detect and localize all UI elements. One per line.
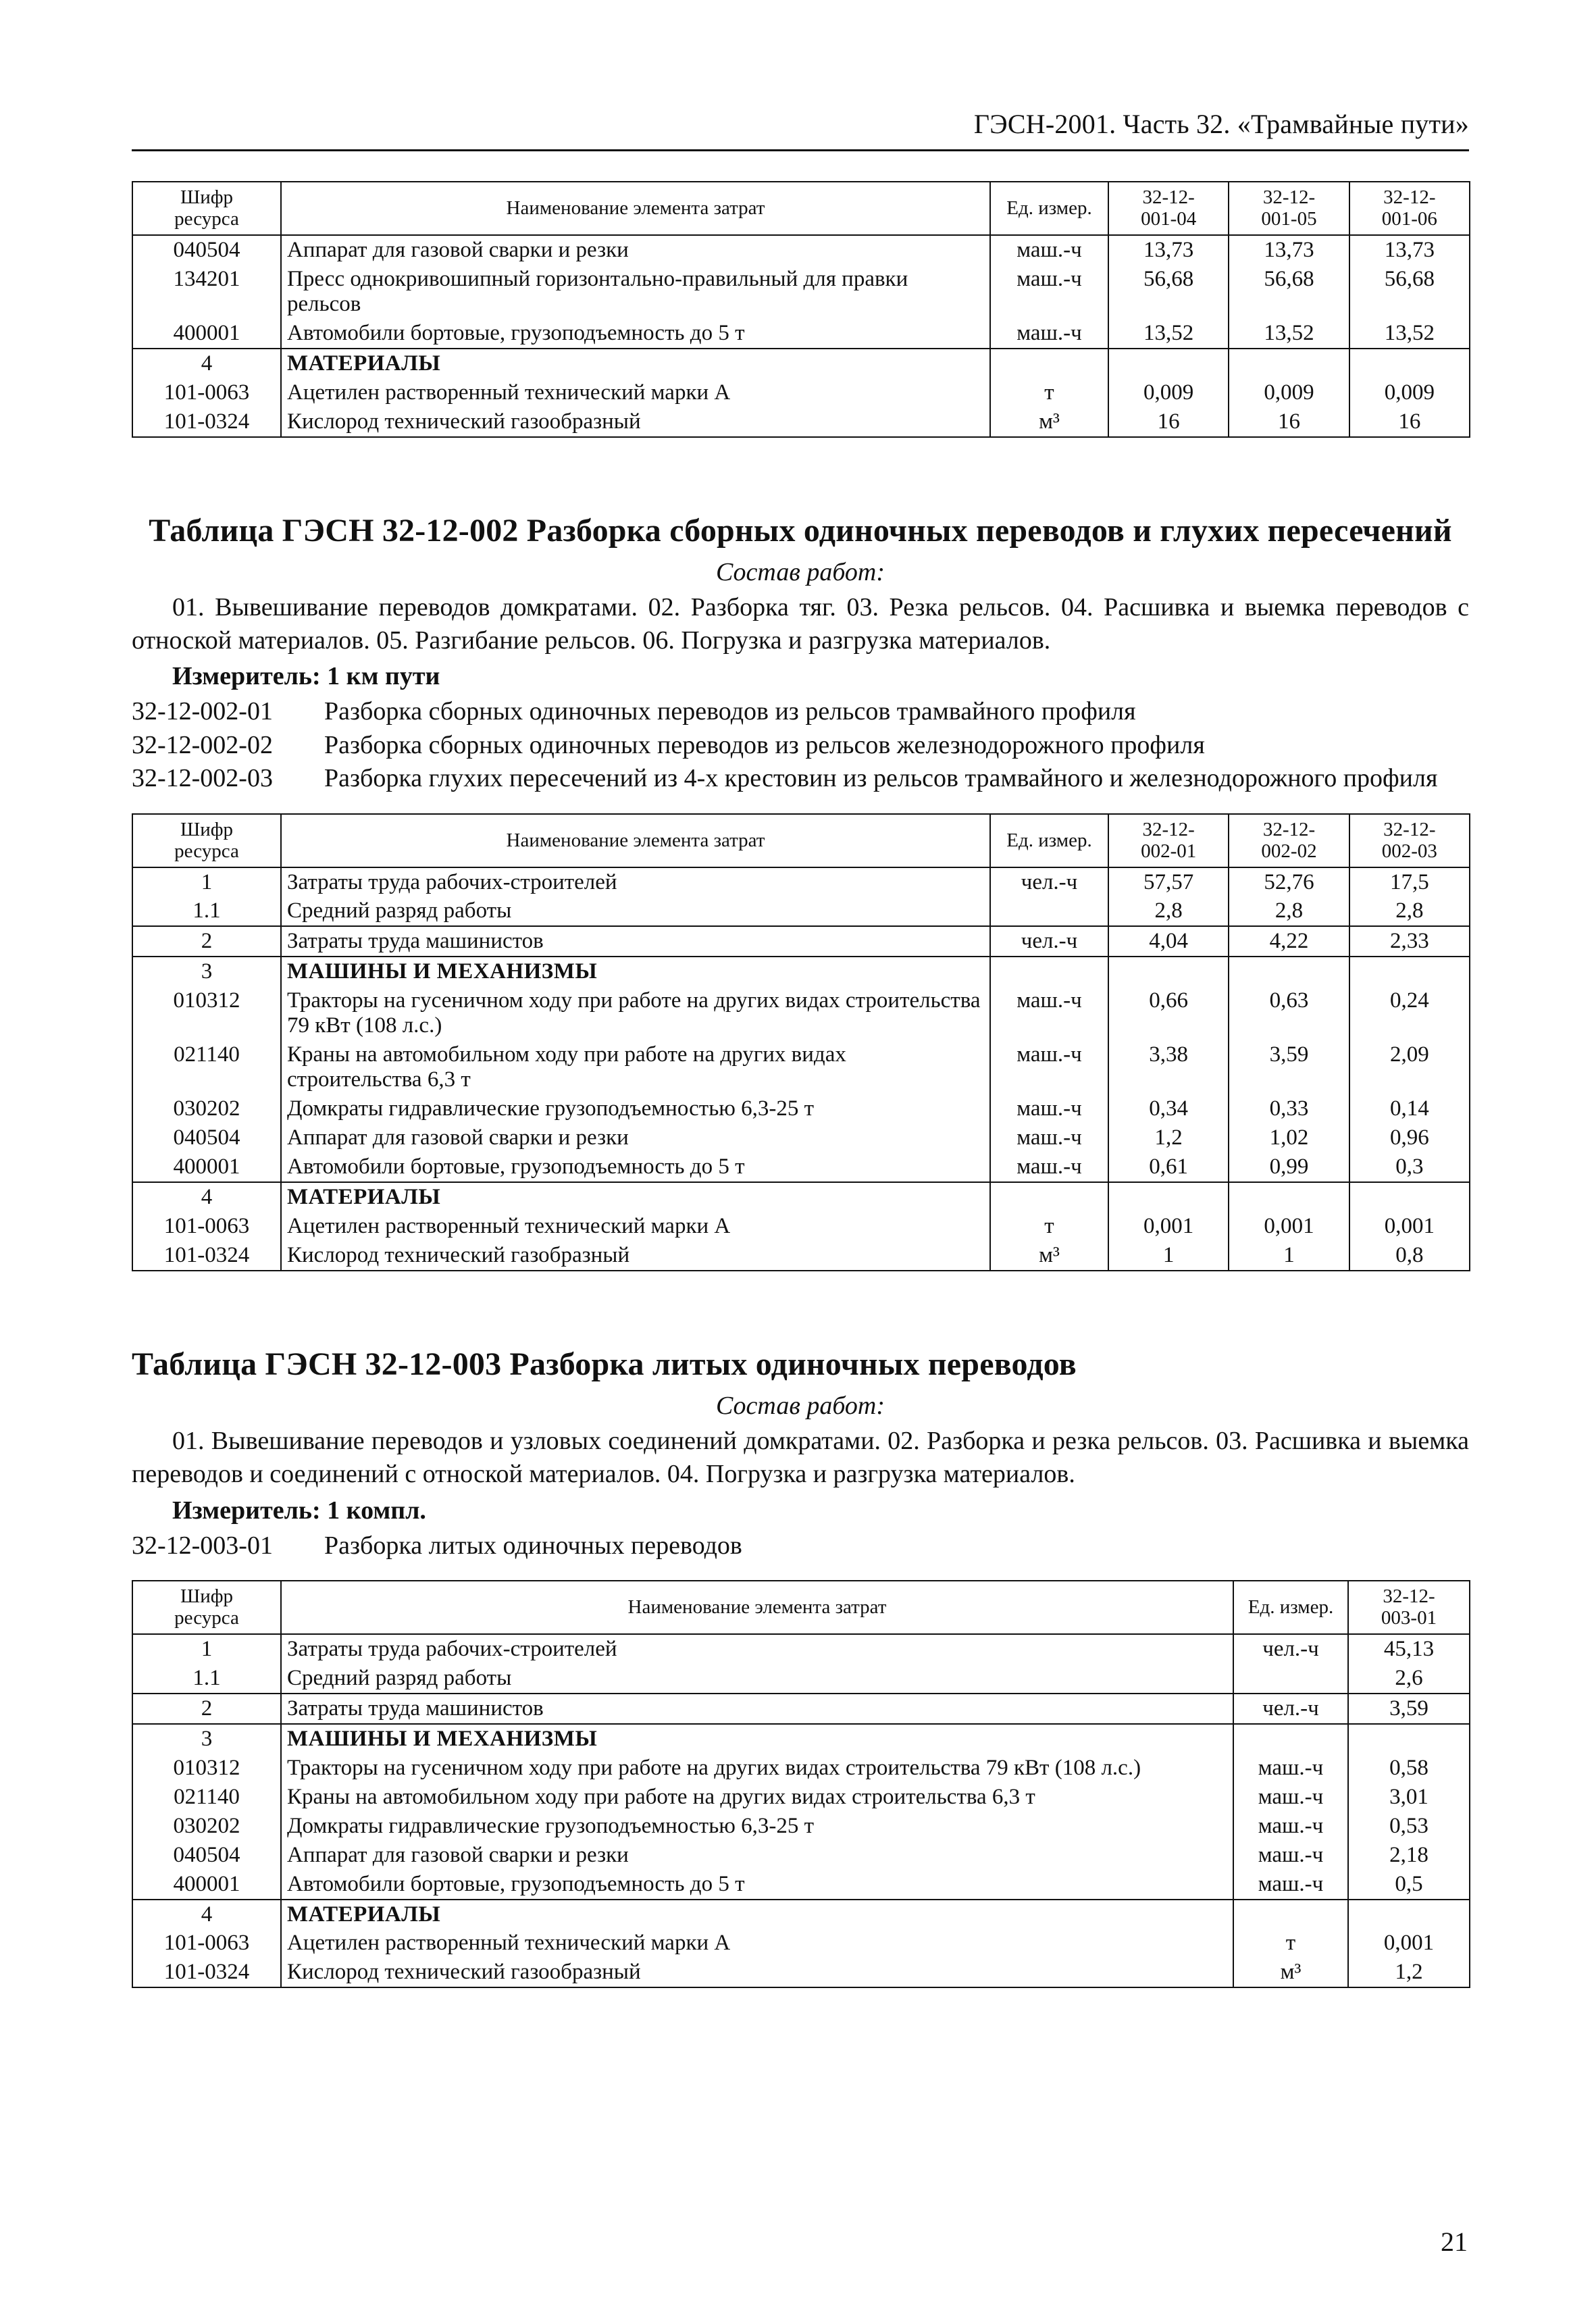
- resource-code: 4: [132, 349, 281, 378]
- cost-table-32-12-002: [132, 813, 1470, 1271]
- table-row: [132, 319, 1470, 349]
- norm-value: 2,8: [1229, 896, 1349, 926]
- section-heading: МАТЕРИАЛЫ: [281, 1182, 990, 1212]
- resource-name: Средний разряд работы: [281, 1664, 1233, 1694]
- variant-list: [132, 1529, 1469, 1562]
- col-header-norm: 32-12- 001-04: [1108, 182, 1229, 235]
- unit: маш.-ч: [990, 235, 1108, 265]
- resource-code: 030202: [132, 1812, 281, 1841]
- section-heading: МАШИНЫ И МЕХАНИЗМЫ: [281, 1724, 1233, 1754]
- resource-name: Ацетилен растворенный технический марки А: [281, 378, 990, 407]
- resource-code: 101-0063: [132, 1929, 281, 1958]
- variant-list: [132, 695, 1469, 795]
- col-header-code: Шифр ресурса: [132, 814, 281, 867]
- resource-code: 134201: [132, 265, 281, 319]
- norm-value: 0,58: [1348, 1754, 1470, 1783]
- col-header-unit: Ед. измер.: [990, 814, 1108, 867]
- unit: [990, 349, 1108, 378]
- resource-name: Тракторы на гусеничном ходу при работе на других видах строительства 79 кВт (108 л.с.): [281, 1754, 1233, 1783]
- norm-value: 13,73: [1349, 235, 1470, 265]
- section-heading: МАШИНЫ И МЕХАНИЗМЫ: [281, 957, 990, 986]
- table-row: [132, 235, 1470, 265]
- page-number: 21: [1441, 2227, 1468, 2257]
- norm-value: 0,53: [1348, 1812, 1470, 1841]
- unit: м³: [990, 1241, 1108, 1271]
- composition-text: 01. Вывешивание переводов домкратами. 02. Разборка тяг. 03. Резка рельсов. 04. Расшивка и выемка переводов с отноской материалов. 05. Разгибание рельсов. 06. Погрузка и разгрузка материалов.: [132, 592, 1469, 655]
- resource-code: 4: [132, 1182, 281, 1212]
- measure-unit: Измеритель: 1 компл.: [172, 1496, 426, 1525]
- unit: маш.-ч: [990, 1152, 1108, 1182]
- unit: маш.-ч: [990, 986, 1108, 1040]
- resource-code: 021140: [132, 1783, 281, 1812]
- norm-value: [1349, 1182, 1470, 1212]
- unit: маш.-ч: [1233, 1754, 1348, 1783]
- table-row: [132, 1152, 1470, 1182]
- norm-value: 0,14: [1349, 1094, 1470, 1123]
- col-header-unit: Ед. измер.: [1233, 1581, 1348, 1634]
- variant-item: [132, 762, 1469, 795]
- norm-value: 0,61: [1108, 1152, 1229, 1182]
- section-heading: МАТЕРИАЛЫ: [281, 349, 990, 378]
- unit: чел.-ч: [1233, 1634, 1348, 1664]
- unit: т: [1233, 1929, 1348, 1958]
- unit: маш.-ч: [990, 319, 1108, 349]
- resource-name: Ацетилен растворенный технический марки А: [281, 1929, 1233, 1958]
- resource-code: 1.1: [132, 896, 281, 926]
- table-row: [132, 265, 1470, 319]
- col-header-norm: 32-12- 002-01: [1108, 814, 1229, 867]
- running-header: ГЭСН-2001. Часть 32. «Трамвайные пути»: [132, 108, 1469, 151]
- resource-code: 1.1: [132, 1664, 281, 1694]
- table-row: [132, 1040, 1470, 1094]
- norm-value: 0,96: [1349, 1123, 1470, 1152]
- resource-name: Ацетилен растворенный технический марки А: [281, 1212, 990, 1241]
- resource-name: Краны на автомобильном ходу при работе на других видах строительства 6,3 т: [281, 1040, 990, 1094]
- unit: чел.-ч: [990, 926, 1108, 957]
- norm-value: 4,04: [1108, 926, 1229, 957]
- resource-name: Аппарат для газовой сварки и резки: [281, 1841, 1233, 1870]
- unit: маш.-ч: [990, 265, 1108, 319]
- norm-value: [1229, 957, 1349, 986]
- unit: [990, 896, 1108, 926]
- norm-value: [1348, 1900, 1470, 1929]
- composition-heading: Состав работ:: [715, 1391, 885, 1420]
- table-row: [132, 1754, 1470, 1783]
- resource-code: 3: [132, 1724, 281, 1754]
- col-header-norm: 32-12- 002-02: [1229, 814, 1349, 867]
- norm-value: 2,8: [1108, 896, 1229, 926]
- unit: маш.-ч: [1233, 1870, 1348, 1900]
- variant-text: Разборка сборных одиночных переводов из рельсов трамвайного профиля: [324, 697, 1136, 726]
- table-row: [132, 1212, 1470, 1241]
- norm-value: 0,009: [1349, 378, 1470, 407]
- table-row: [132, 1182, 1470, 1212]
- norm-value: 16: [1108, 407, 1229, 437]
- norm-value: 4,22: [1229, 926, 1349, 957]
- col-header-norm: 32-12- 003-01: [1348, 1581, 1470, 1634]
- unit: [1233, 1664, 1348, 1694]
- norm-value: 16: [1349, 407, 1470, 437]
- norm-value: 1: [1229, 1241, 1349, 1271]
- unit: [1233, 1724, 1348, 1754]
- col-header-norm: 32-12- 001-06: [1349, 182, 1470, 235]
- norm-value: 0,34: [1108, 1094, 1229, 1123]
- norm-value: 13,52: [1229, 319, 1349, 349]
- col-header-code: Шифр ресурса: [132, 1581, 281, 1634]
- norm-value: 0,33: [1229, 1094, 1349, 1123]
- resource-name: Затраты труда машинистов: [281, 1694, 1233, 1724]
- unit: м³: [990, 407, 1108, 437]
- section-32-12-002: [132, 512, 1469, 1271]
- unit: маш.-ч: [990, 1040, 1108, 1094]
- unit: т: [990, 1212, 1108, 1241]
- resource-name: Кислород технический газобразный: [281, 1241, 990, 1271]
- norm-value: 0,63: [1229, 986, 1349, 1040]
- norm-value: [1229, 1182, 1349, 1212]
- norm-value: 2,09: [1349, 1040, 1470, 1094]
- norm-value: 2,18: [1348, 1841, 1470, 1870]
- table-row: [132, 1870, 1470, 1900]
- table-row: [132, 1241, 1470, 1271]
- norm-value: 1,2: [1108, 1123, 1229, 1152]
- col-header-name: Наименование элемента затрат: [281, 182, 990, 235]
- resource-code: 1: [132, 1634, 281, 1664]
- table-row: [132, 1958, 1470, 1987]
- norm-value: 0,5: [1348, 1870, 1470, 1900]
- norm-value: 1,2: [1348, 1958, 1470, 1987]
- resource-code: 2: [132, 926, 281, 957]
- table-row: [132, 1812, 1470, 1841]
- resource-name: Домкраты гидравлические грузоподъемностью 6,3-25 т: [281, 1812, 1233, 1841]
- table-title: Таблица ГЭСН 32-12-003 Разборка литых одиночных переводов: [132, 1346, 1077, 1382]
- col-header-name: Наименование элемента затрат: [281, 1581, 1233, 1634]
- norm-value: 45,13: [1348, 1634, 1470, 1664]
- table-row: [132, 986, 1470, 1040]
- resource-code: 030202: [132, 1094, 281, 1123]
- norm-value: 3,59: [1348, 1694, 1470, 1724]
- resource-name: Пресс однокривошипный горизонтально-правильный для правки рельсов: [281, 265, 990, 319]
- resource-code: 101-0324: [132, 1958, 281, 1987]
- col-header-name: Наименование элемента затрат: [281, 814, 990, 867]
- norm-value: 1,02: [1229, 1123, 1349, 1152]
- resource-code: 101-0324: [132, 407, 281, 437]
- norm-value: 1: [1108, 1241, 1229, 1271]
- resource-name: Аппарат для газовой сварки и резки: [281, 235, 990, 265]
- norm-value: 0,009: [1108, 378, 1229, 407]
- norm-value: 57,57: [1108, 867, 1229, 897]
- section-heading: МАТЕРИАЛЫ: [281, 1900, 1233, 1929]
- unit: т: [990, 378, 1108, 407]
- variant-text: Разборка глухих пересечений из 4-х крестовин из рельсов трамвайного и железнодорожного профиля: [324, 764, 1438, 793]
- resource-code: 2: [132, 1694, 281, 1724]
- variant-item: [132, 1529, 1469, 1562]
- header-row: [132, 1581, 1470, 1634]
- unit: [1233, 1900, 1348, 1929]
- resource-code: 400001: [132, 1152, 281, 1182]
- norm-value: 0,3: [1349, 1152, 1470, 1182]
- resource-name: Автомобили бортовые, грузоподъемность до 5 т: [281, 319, 990, 349]
- resource-name: Кислород технический газообразный: [281, 407, 990, 437]
- norm-value: 2,8: [1349, 896, 1470, 926]
- resource-code: 101-0063: [132, 378, 281, 407]
- norm-value: 0,009: [1229, 378, 1349, 407]
- col-header-norm: 32-12- 002-03: [1349, 814, 1470, 867]
- norm-value: [1108, 957, 1229, 986]
- resource-name: Автомобили бортовые, грузоподъемность до 5 т: [281, 1152, 990, 1182]
- norm-value: 0,001: [1108, 1212, 1229, 1241]
- table-row: [132, 867, 1470, 897]
- resource-code: 021140: [132, 1040, 281, 1094]
- resource-code: 040504: [132, 235, 281, 265]
- norm-value: 0,8: [1349, 1241, 1470, 1271]
- resource-name: Домкраты гидравлические грузоподъемностью 6,3-25 т: [281, 1094, 990, 1123]
- variant-item: [132, 695, 1469, 728]
- variant-code: 32-12-002-03: [132, 764, 273, 793]
- table-row: [132, 1694, 1470, 1724]
- norm-value: 16: [1229, 407, 1349, 437]
- norm-value: [1349, 957, 1470, 986]
- resource-name: Краны на автомобильном ходу при работе на других видах строительства 6,3 т: [281, 1783, 1233, 1812]
- resource-code: 040504: [132, 1123, 281, 1152]
- table-row: [132, 1664, 1470, 1694]
- resource-code: 1: [132, 867, 281, 897]
- norm-value: [1229, 349, 1349, 378]
- resource-code: 4: [132, 1900, 281, 1929]
- table-row: [132, 1634, 1470, 1664]
- resource-name: Аппарат для газовой сварки и резки: [281, 1123, 990, 1152]
- norm-value: 56,68: [1349, 265, 1470, 319]
- table-row: [132, 349, 1470, 378]
- norm-value: 0,001: [1349, 1212, 1470, 1241]
- variant-code: 32-12-003-01: [132, 1531, 273, 1560]
- norm-value: 2,6: [1348, 1664, 1470, 1694]
- section-32-12-003: [132, 1346, 1469, 1989]
- table-row: [132, 1783, 1470, 1812]
- table-row: [132, 378, 1470, 407]
- resource-name: Кислород технический газообразный: [281, 1958, 1233, 1987]
- unit: [990, 957, 1108, 986]
- norm-value: 56,68: [1108, 265, 1229, 319]
- norm-value: [1108, 1182, 1229, 1212]
- norm-value: 0,24: [1349, 986, 1470, 1040]
- unit: маш.-ч: [1233, 1783, 1348, 1812]
- resource-code: 010312: [132, 1754, 281, 1783]
- col-header-norm: 32-12- 001-05: [1229, 182, 1349, 235]
- header-row: [132, 182, 1470, 235]
- norm-value: 0,99: [1229, 1152, 1349, 1182]
- variant-text: Разборка литых одиночных переводов: [324, 1531, 742, 1560]
- cost-table-32-12-001: [132, 181, 1470, 438]
- norm-value: 3,01: [1348, 1783, 1470, 1812]
- col-header-unit: Ед. измер.: [990, 182, 1108, 235]
- resource-code: 3: [132, 957, 281, 986]
- norm-value: 0,001: [1348, 1929, 1470, 1958]
- variant-code: 32-12-002-02: [132, 730, 273, 759]
- norm-value: 13,52: [1108, 319, 1229, 349]
- measure-unit: Измеритель: 1 км пути: [172, 662, 440, 691]
- resource-code: 040504: [132, 1841, 281, 1870]
- table-row: [132, 957, 1470, 986]
- norm-value: 3,38: [1108, 1040, 1229, 1094]
- document-page: [132, 108, 1469, 1988]
- resource-name: Затраты труда рабочих-строителей: [281, 867, 990, 897]
- resource-name: Средний разряд работы: [281, 896, 990, 926]
- table-row: [132, 1929, 1470, 1958]
- table-row: [132, 896, 1470, 926]
- table-row: [132, 1094, 1470, 1123]
- resource-name: Затраты труда рабочих-строителей: [281, 1634, 1233, 1664]
- norm-value: 13,73: [1108, 235, 1229, 265]
- unit: маш.-ч: [1233, 1812, 1348, 1841]
- norm-value: 56,68: [1229, 265, 1349, 319]
- resource-code: 101-0324: [132, 1241, 281, 1271]
- unit: чел.-ч: [990, 867, 1108, 897]
- resource-name: Затраты труда машинистов: [281, 926, 990, 957]
- unit: м³: [1233, 1958, 1348, 1987]
- norm-value: [1349, 349, 1470, 378]
- norm-value: 52,76: [1229, 867, 1349, 897]
- header-row: [132, 814, 1470, 867]
- variant-item: [132, 729, 1469, 762]
- norm-value: 0,66: [1108, 986, 1229, 1040]
- resource-code: 010312: [132, 986, 281, 1040]
- norm-value: [1108, 349, 1229, 378]
- norm-value: 13,73: [1229, 235, 1349, 265]
- unit: [990, 1182, 1108, 1212]
- resource-name: Автомобили бортовые, грузоподъемность до 5 т: [281, 1870, 1233, 1900]
- unit: чел.-ч: [1233, 1694, 1348, 1724]
- composition-text: 01. Вывешивание переводов и узловых соединений домкратами. 02. Разборка и резка рельсов. 03. Расшивка и выемка переводов и соединений с отноской материалов. 04. Погрузка и разгрузка материалов.: [132, 1426, 1469, 1489]
- norm-value: [1348, 1724, 1470, 1754]
- variant-code: 32-12-002-01: [132, 697, 273, 726]
- table-row: [132, 1123, 1470, 1152]
- col-header-code: Шифр ресурса: [132, 182, 281, 235]
- resource-code: 400001: [132, 1870, 281, 1900]
- table-row: [132, 926, 1470, 957]
- variant-text: Разборка сборных одиночных переводов из рельсов железнодорожного профиля: [324, 730, 1205, 759]
- cost-table-32-12-003: [132, 1580, 1470, 1988]
- norm-value: 2,33: [1349, 926, 1470, 957]
- resource-code: 101-0063: [132, 1212, 281, 1241]
- unit: маш.-ч: [990, 1123, 1108, 1152]
- table-row: [132, 407, 1470, 437]
- unit: маш.-ч: [990, 1094, 1108, 1123]
- unit: маш.-ч: [1233, 1841, 1348, 1870]
- norm-value: 3,59: [1229, 1040, 1349, 1094]
- resource-name: Тракторы на гусеничном ходу при работе на других видах строительства 79 кВт (108 л.с.): [281, 986, 990, 1040]
- norm-value: 17,5: [1349, 867, 1470, 897]
- norm-value: 13,52: [1349, 319, 1470, 349]
- table-row: [132, 1841, 1470, 1870]
- table-title: Таблица ГЭСН 32-12-002 Разборка сборных одиночных переводов и глухих пересечений: [149, 512, 1452, 549]
- composition-heading: Состав работ:: [715, 557, 885, 586]
- resource-code: 400001: [132, 319, 281, 349]
- norm-value: 0,001: [1229, 1212, 1349, 1241]
- table-row: [132, 1724, 1470, 1754]
- table-row: [132, 1900, 1470, 1929]
